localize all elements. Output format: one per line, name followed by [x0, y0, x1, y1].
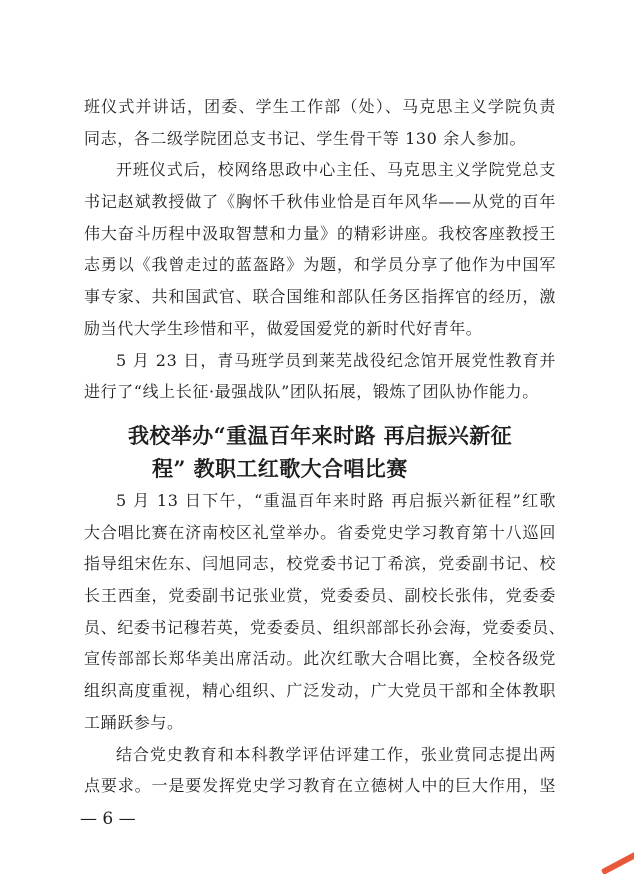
paragraph-1-line-1: 班仪式并讲话，团委、学生工作部（处）、马克思主义学院负责	[84, 97, 556, 116]
headline-line-2: 程” 教职工红歌大合唱比赛	[152, 456, 408, 481]
paragraph-4-line-7: 组织高度重视，精心组织、广泛发动，广大党员干部和全体教职	[84, 681, 556, 701]
paragraph-2-line-1: 开班仪式后，校网络思政中心主任、马克思主义学院党总支	[116, 160, 556, 180]
paragraph-4-line-4: 长王西奎，党委副书记张业赏，党委委员、副校长张伟，党委委	[84, 586, 556, 606]
paragraph-2-line-5: 事专家、共和国武官、联合国维和部队任务区指挥官的经历，激	[84, 287, 556, 307]
corner-decoration	[588, 844, 634, 874]
paragraph-3-line-2: 进行了“线上长征·最强战队”团队拓展，锻炼了团队协作能力。	[84, 382, 539, 402]
paragraph-4-line-3: 指导组宋佐东、闫旭同志，校党委书记丁希滨，党委副书记、校	[84, 554, 556, 574]
page-number: — 6 —	[80, 809, 136, 829]
paragraph-4-line-6: 宣传部部长郑华美出席活动。此次红歌大合唱比赛，全校各级党	[84, 649, 556, 669]
article-headline	[84, 419, 556, 485]
paragraph-5-line-2: 点要求。一是要发挥党史学习教育在立德树人中的巨大作用，坚	[84, 776, 556, 796]
article-body-bottom	[84, 485, 566, 802]
headline-line-1: 我校举办“重温百年来时路 再启振兴新征	[128, 423, 512, 448]
paragraph-2-line-6: 励当代大学生珍惜和平，做爱国爱党的新时代好青年。	[84, 318, 483, 338]
paragraph-2-line-4: 志勇以《我曾走过的蓝盔路》为题，和学员分享了他作为中国军	[84, 255, 556, 275]
paragraph-1-line-2: 同志，各二级学院团总支书记、学生骨干等 130 余人参加。	[84, 128, 527, 148]
paragraph-3-line-1: 5 月 23 日，青马班学员到莱芜战役纪念馆开展党性教育并	[116, 350, 556, 370]
article-body-top	[84, 91, 556, 408]
paragraph-4-line-2: 大合唱比赛在济南校区礼堂举办。省委党史学习教育第十八巡回	[84, 522, 556, 542]
paragraph-4-line-1: 5 月 13 日下午，“重温百年来时路 再启振兴新征程”红歌	[116, 491, 556, 510]
paragraph-5-line-1: 结合党史教育和本科教学评估评建工作，张业赏同志提出两	[116, 744, 556, 764]
paragraph-2-line-3: 伟大奋斗历程中汲取智慧和力量》的精彩讲座。我校客座教授王	[84, 223, 556, 243]
paragraph-4-line-8: 工踊跃参与。	[84, 712, 184, 732]
paragraph-4-line-5: 员、纪委书记穆若英，党委委员、组织部部长孙会海，党委委员、	[84, 617, 566, 637]
paragraph-2-line-2: 书记赵斌教授做了《胸怀千秋伟业恰是百年风华——从党的百年	[84, 192, 556, 212]
corner-stripe	[601, 851, 634, 874]
